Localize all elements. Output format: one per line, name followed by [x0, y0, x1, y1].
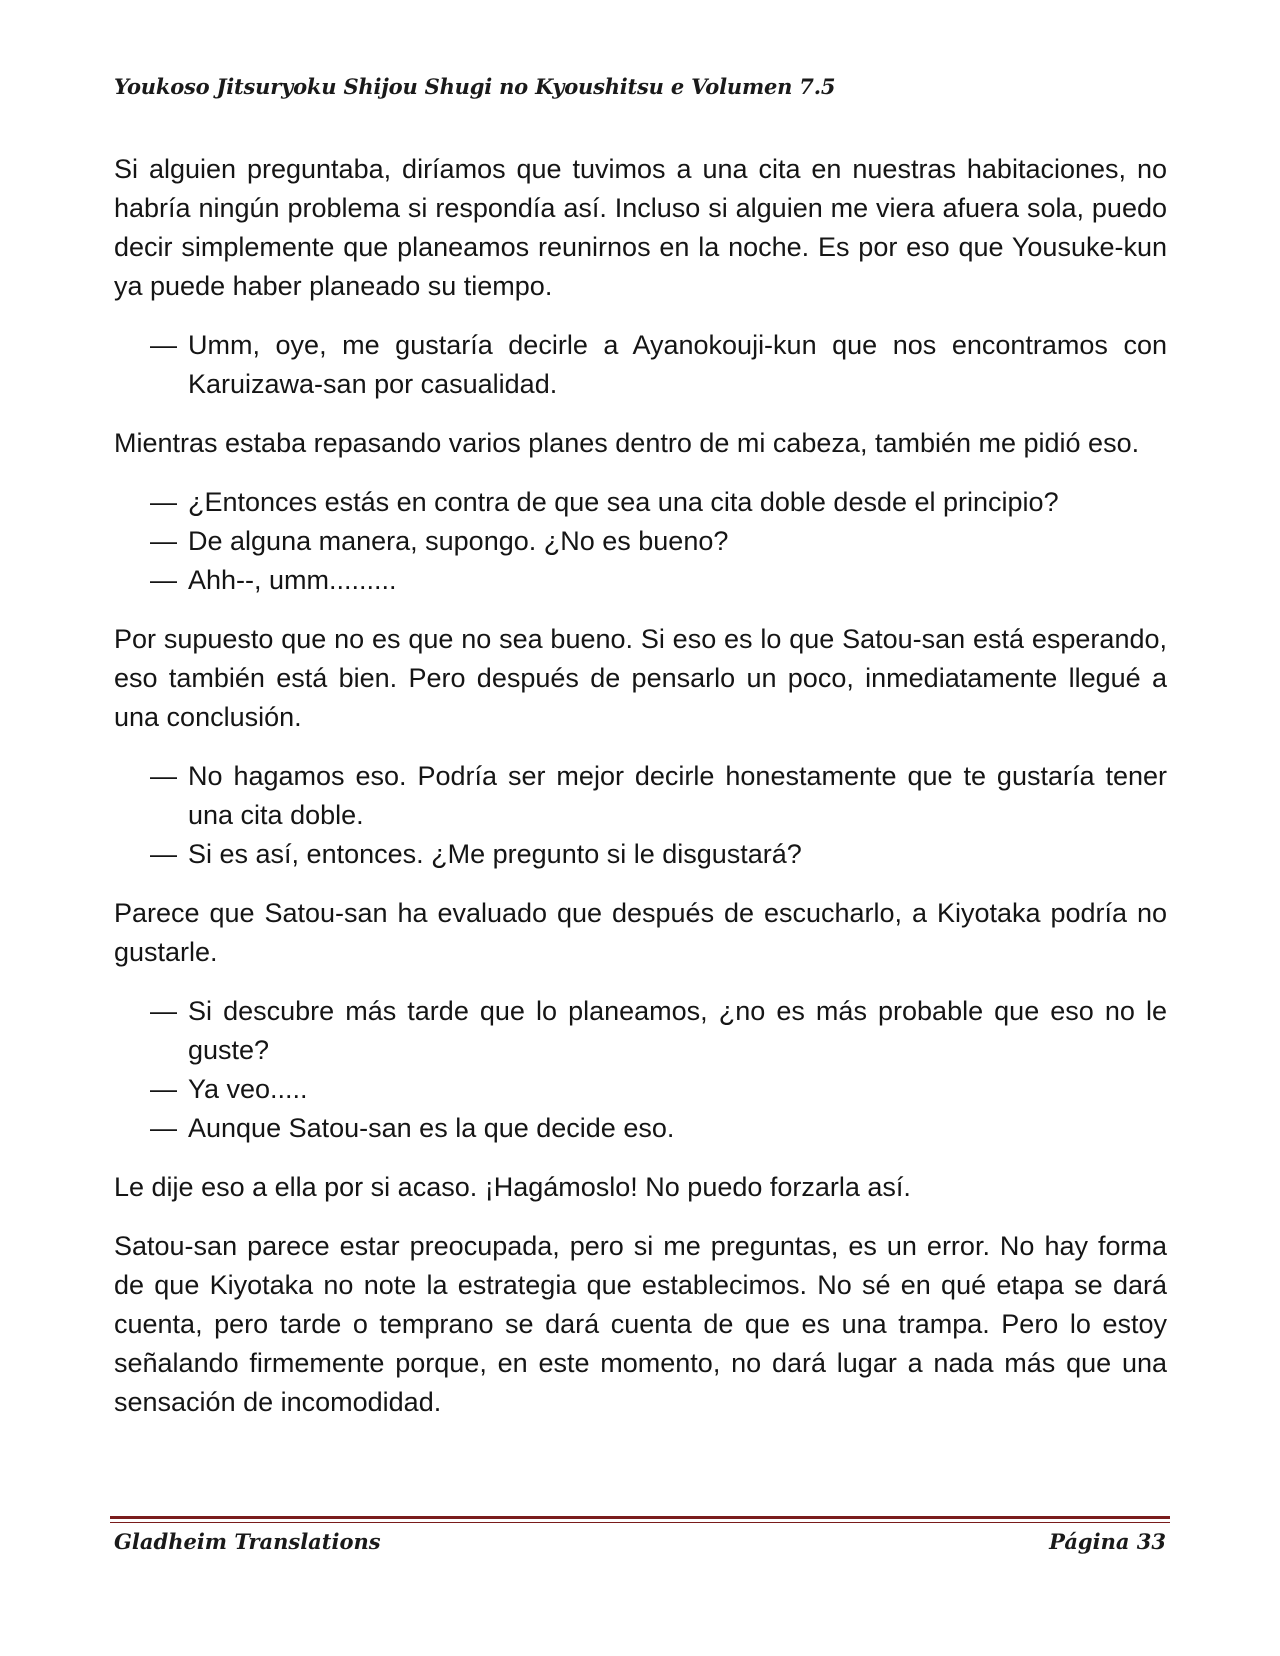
- dialogue-dash: —: [150, 761, 177, 791]
- dialogue-dash: —: [150, 526, 177, 556]
- dialogue-text: Ahh--, umm.........: [188, 565, 397, 595]
- dialogue-text: ¿Entonces estás en contra de que sea una cita doble desde el principio?: [188, 487, 1059, 517]
- dialogue-dash: —: [150, 1074, 177, 1104]
- page-body: [114, 150, 1167, 1442]
- dialogue-dash: —: [150, 996, 177, 1026]
- dialogue-line: [114, 326, 1167, 404]
- paragraph: Parece que Satou-san ha evaluado que después de escucharlo, a Kiyotaka podría no gustarle.: [114, 898, 1167, 967]
- paragraph: Mientras estaba repasando varios planes dentro de mi cabeza, también me pidió eso.: [114, 428, 1140, 458]
- dialogue-group: [114, 326, 1167, 404]
- dialogue-line: [114, 1109, 1167, 1148]
- paragraph: Por supuesto que no es que no sea bueno. Si eso es lo que Satou-san está esperando, eso también está bien. Pero después de pensarlo un poco, inmediatamente llegué a una conclusión.: [114, 624, 1167, 732]
- dialogue-text: Umm, oye, me gustaría decirle a Ayanokouji-kun que nos encontramos con Karuizawa-san por casualidad.: [188, 330, 1167, 399]
- dialogue-group: [114, 483, 1167, 600]
- footer-divider: [110, 1516, 1170, 1523]
- paragraph: Si alguien preguntaba, diríamos que tuvimos a una cita en nuestras habitaciones, no habría ningún problema si respondía así. Incluso si alguien me viera afuera sola, puedo decir simplemente que planeamos reunirnos en la noche. Es por eso que Yousuke-kun ya puede haber planeado su tiempo.: [114, 154, 1167, 301]
- dialogue-text: Ya veo.....: [188, 1074, 308, 1104]
- dialogue-text: Aunque Satou-san es la que decide eso.: [188, 1113, 675, 1143]
- dialogue-dash: —: [150, 565, 177, 595]
- dialogue-dash: —: [150, 487, 177, 517]
- dialogue-dash: —: [150, 1113, 177, 1143]
- dialogue-line: [114, 522, 1167, 561]
- dialogue-line: [114, 561, 1167, 600]
- footer-page-number: Página 33: [1049, 1529, 1166, 1554]
- dialogue-line: [114, 992, 1167, 1070]
- dialogue-dash: —: [150, 330, 177, 360]
- paragraph: Le dije eso a ella por si acaso. ¡Hagámoslo! No puedo forzarla así.: [114, 1172, 911, 1202]
- dialogue-text: De alguna manera, supongo. ¿No es bueno?: [188, 526, 729, 556]
- dialogue-group: [114, 992, 1167, 1148]
- dialogue-line: [114, 1070, 1167, 1109]
- footer-publisher: Gladheim Translations: [114, 1529, 381, 1554]
- dialogue-text: Si descubre más tarde que lo planeamos, ¿no es más probable que eso no le guste?: [188, 996, 1167, 1065]
- page-header-title: Youkoso Jitsuryoku Shijou Shugi no Kyoushitsu e Volumen 7.5: [114, 74, 836, 99]
- dialogue-dash: —: [150, 839, 177, 869]
- dialogue-line: [114, 835, 1167, 874]
- paragraph: Satou-san parece estar preocupada, pero si me preguntas, es un error. No hay forma de que Kiyotaka no note la estrategia que establecimos. No sé en qué etapa se dará cuenta, pero tarde o temprano se dará cuenta de que es una trampa. Pero lo estoy señalando firmemente porque, en este momento, no dará lugar a nada más que una sensación de incomodidad.: [114, 1231, 1167, 1417]
- dialogue-text: Si es así, entonces. ¿Me pregunto si le disgustará?: [188, 839, 802, 869]
- dialogue-group: [114, 757, 1167, 874]
- dialogue-line: [114, 757, 1167, 835]
- dialogue-line: [114, 483, 1167, 522]
- dialogue-text: No hagamos eso. Podría ser mejor decirle honestamente que te gustaría tener una cita doble.: [188, 761, 1167, 830]
